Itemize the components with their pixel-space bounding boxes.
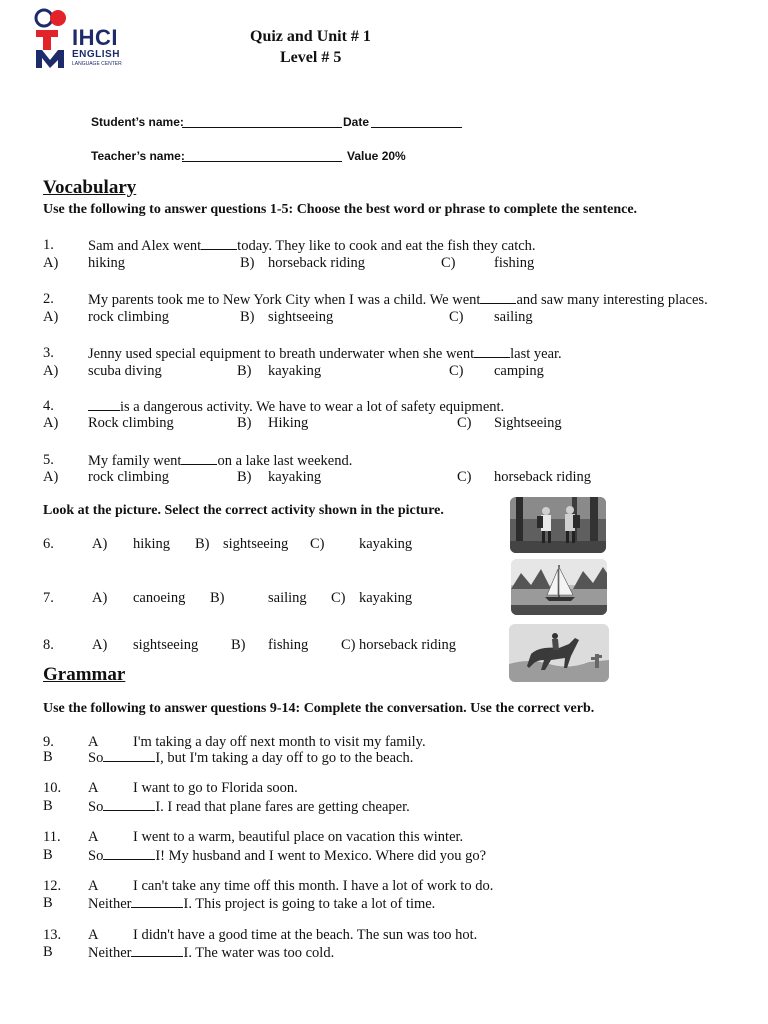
question-text (88, 237, 536, 255)
logo-mark-icon (34, 8, 74, 70)
logo-subtitle: ENGLISH (72, 49, 120, 60)
speaker-a-label: A (88, 734, 99, 750)
option-c[interactable]: fishing (494, 255, 535, 271)
option-letter: A) (43, 255, 59, 271)
option-c[interactable]: Sightseeing (494, 415, 562, 431)
option-b[interactable]: sightseeing (268, 309, 334, 325)
speaker-b-before: Neither (88, 945, 132, 961)
speaker-b-after: I. The water was too cold. (183, 945, 335, 961)
answer-blank[interactable] (480, 291, 516, 304)
speaker-b-text (88, 944, 334, 962)
answer-blank[interactable] (103, 798, 155, 811)
question-number: 4. (43, 398, 54, 414)
option-letter: B) (237, 363, 252, 379)
question-text (88, 345, 562, 363)
question-number: 2. (43, 291, 54, 307)
speaker-b-before: So (88, 799, 104, 815)
question-text-after: on a lake last weekend. (217, 453, 353, 469)
speaker-a-text: I'm taking a day off next month to visit my family. (133, 734, 426, 750)
option-c[interactable]: sailing (494, 309, 533, 325)
option-b[interactable]: sailing (268, 590, 307, 606)
hiking-picture (510, 497, 606, 553)
option-b[interactable]: horseback riding (268, 255, 366, 271)
question-number: 7. (43, 590, 54, 606)
speaker-b-text (88, 895, 435, 913)
answer-blank[interactable] (88, 398, 120, 411)
question-text-after: today. They like to cook and eat the fish they catch. (237, 238, 536, 254)
speaker-b-before: So (88, 848, 104, 864)
speaker-b-after: I, but I'm taking a day off to go to the beach. (155, 750, 414, 766)
option-letter: C) (341, 637, 356, 653)
value-label: Value 20% (347, 149, 406, 163)
date-field[interactable] (371, 113, 462, 128)
speaker-b-text (88, 798, 410, 816)
option-letter: C) (457, 415, 472, 431)
option-letter: C) (331, 590, 346, 606)
option-letter: B) (237, 469, 252, 485)
question-text (88, 291, 708, 309)
answer-blank[interactable] (103, 847, 155, 860)
question-number: 13. (43, 927, 62, 943)
speaker-b-label: B (43, 895, 53, 911)
grammar-instruction: Use the following to answer questions 9-14: Complete the conversation. Use the correct verb. (43, 701, 595, 716)
option-letter: A) (43, 363, 59, 379)
option-a[interactable]: rock climbing (88, 469, 169, 485)
option-c[interactable]: kayaking (359, 536, 413, 552)
option-letter: A) (92, 590, 108, 606)
question-number: 11. (43, 829, 61, 845)
option-a[interactable]: scuba diving (88, 363, 162, 379)
option-c[interactable]: kayaking (359, 590, 413, 606)
option-a[interactable]: hiking (88, 255, 126, 271)
speaker-b-after: I. This project is going to take a lot of time. (183, 896, 436, 912)
speaker-a-text: I can't take any time off this month. I have a lot of work to do. (133, 878, 494, 894)
question-text-before: My parents took me to New York City when I was a child. We went (88, 292, 481, 308)
question-text (88, 398, 504, 416)
date-label: Date (343, 115, 370, 129)
option-letter: A) (92, 637, 108, 653)
answer-blank[interactable] (201, 237, 237, 250)
question-text-after: is a dangerous activity. We have to wear a lot of safety equipment. (120, 399, 505, 415)
answer-blank[interactable] (131, 944, 183, 957)
question-number: 6. (43, 536, 54, 552)
option-letter: B) (240, 255, 255, 271)
option-a[interactable]: sightseeing (133, 637, 199, 653)
question-number: 9. (43, 734, 54, 750)
grammar-heading: Grammar (43, 664, 126, 685)
option-letter: B) (237, 415, 252, 431)
option-letter: C) (441, 255, 456, 271)
speaker-a-text: I want to go to Florida soon. (133, 780, 298, 796)
option-letter: A) (43, 469, 59, 485)
speaker-b-before: Neither (88, 896, 132, 912)
speaker-b-text (88, 749, 413, 767)
option-letter: B) (195, 536, 210, 552)
speaker-a-text: I went to a warm, beautiful place on vacation this winter. (133, 829, 464, 845)
speaker-b-after: I. I read that plane fares are getting cheaper. (155, 799, 410, 815)
teacher-name-field[interactable] (182, 147, 342, 162)
speaker-a-label: A (88, 780, 99, 796)
speaker-b-before: So (88, 750, 104, 766)
question-number: 3. (43, 345, 54, 361)
student-name-field[interactable] (182, 113, 342, 128)
option-a[interactable]: rock climbing (88, 309, 169, 325)
answer-blank[interactable] (131, 895, 183, 908)
question-number: 1. (43, 237, 54, 253)
option-c[interactable]: camping (494, 363, 544, 379)
option-letter: C) (449, 309, 464, 325)
page-title: Quiz and Unit # 1 (250, 28, 371, 45)
logo-brand: IHCI (72, 25, 118, 50)
vocabulary-instruction: Use the following to answer questions 1-5: Choose the best word or phrase to complete the sentence. (43, 202, 638, 217)
answer-blank[interactable] (474, 345, 510, 358)
speaker-b-label: B (43, 847, 53, 863)
answer-blank[interactable] (181, 452, 217, 465)
option-letter: A) (92, 536, 108, 552)
option-letter: B) (210, 590, 225, 606)
speaker-b-label: B (43, 749, 53, 765)
option-b[interactable]: sightseeing (223, 536, 289, 552)
option-b[interactable]: kayaking (268, 469, 322, 485)
answer-blank[interactable] (103, 749, 155, 762)
question-text-after: last year. (510, 346, 562, 362)
option-c[interactable]: horseback riding (494, 469, 592, 485)
option-b[interactable]: Hiking (268, 415, 309, 431)
option-a[interactable]: canoeing (133, 590, 186, 606)
option-letter: A) (43, 415, 59, 431)
question-number: 10. (43, 780, 62, 796)
speaker-a-label: A (88, 878, 99, 894)
speaker-a-label: A (88, 927, 99, 943)
page-subtitle: Level # 5 (280, 49, 342, 66)
option-letter: C) (449, 363, 464, 379)
speaker-b-after: I! My husband and I went to Mexico. Where did you go? (155, 848, 487, 864)
logo-tagline: LANGUAGE CENTER (72, 61, 122, 67)
speaker-b-text (88, 847, 486, 865)
student-name-label: Student’s name: (91, 115, 184, 129)
speaker-a-text: I didn't have a good time at the beach. The sun was too hot. (133, 927, 478, 943)
question-number: 5. (43, 452, 54, 468)
option-letter: B) (240, 309, 255, 325)
option-letter: C) (310, 536, 325, 552)
question-text (88, 452, 352, 470)
logo (34, 8, 134, 70)
question-number: 12. (43, 878, 62, 894)
question-number: 8. (43, 637, 54, 653)
sailing-picture (511, 559, 607, 615)
option-b[interactable]: kayaking (268, 363, 322, 379)
vocabulary-heading: Vocabulary (43, 177, 137, 198)
question-text-after: and saw many interesting places. (516, 292, 708, 308)
option-c[interactable]: horseback riding (359, 637, 457, 653)
speaker-b-label: B (43, 944, 53, 960)
speaker-b-label: B (43, 798, 53, 814)
option-b[interactable]: fishing (268, 637, 309, 653)
option-a[interactable]: hiking (133, 536, 171, 552)
option-letter: A) (43, 309, 59, 325)
picture-instruction: Look at the picture. Select the correct activity shown in the picture. (43, 503, 444, 518)
question-text-before: Sam and Alex went (88, 238, 202, 254)
question-text-before: Jenny used special equipment to breath underwater when she went (88, 346, 475, 362)
option-letter: C) (457, 469, 472, 485)
question-text-before: My family went (88, 453, 182, 469)
option-letter: B) (231, 637, 246, 653)
speaker-a-label: A (88, 829, 99, 845)
option-a[interactable]: Rock climbing (88, 415, 174, 431)
horseback-picture (509, 624, 609, 682)
teacher-name-label: Teacher’s name: (91, 149, 185, 163)
